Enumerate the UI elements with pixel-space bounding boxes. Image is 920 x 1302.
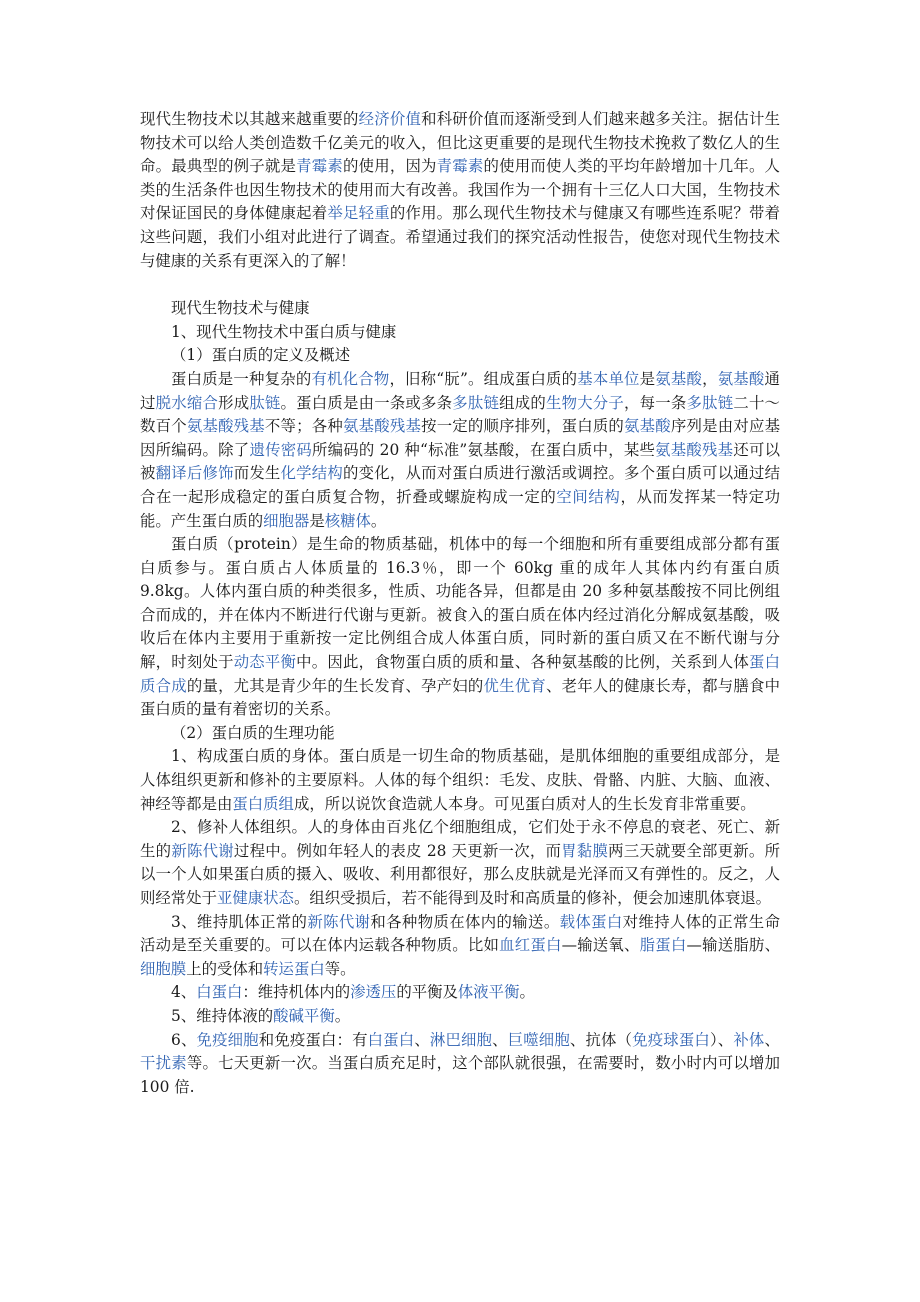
term-link[interactable]: 氨基酸残基 xyxy=(343,417,422,436)
text-run: 1、构成蛋白质的身体。蛋白质是一切生命的物质基础，是肌体细胞的重要组成部分，是人体组织更新和修补的主要原料。人体的每个组织：毛发、皮肤、骨骼、内脏、大脑、血液、神经等都是由 xyxy=(140,747,780,813)
term-link[interactable]: 蛋白质合成 xyxy=(140,653,780,695)
term-link[interactable]: 多肽链 xyxy=(686,393,734,412)
text-run: 通过 xyxy=(140,369,780,412)
paragraph-subsection-1 xyxy=(140,344,780,368)
term-link[interactable]: 转运蛋白 xyxy=(263,959,325,978)
text-run: —输送脂肪、 xyxy=(686,936,780,955)
term-link[interactable]: 细胞器 xyxy=(263,511,310,530)
term-link[interactable]: 生物大分子 xyxy=(545,393,625,412)
term-link[interactable]: 氨基酸 xyxy=(624,417,671,436)
text-run: 的作用。那么现代生物技术与健康又有哪些连系呢？带着这些问题，我们小组对此进行了调查。希望通过我们的探究活动性报告，使您对现代生物技术与健康的关系有更深入的了解！ xyxy=(140,204,780,270)
paragraph-func-1 xyxy=(140,745,780,816)
paragraph-def-1 xyxy=(140,368,780,533)
paragraph-func-4 xyxy=(140,981,780,1005)
term-link[interactable]: 氨基酸 xyxy=(717,369,765,388)
term-link[interactable]: 免疫细胞 xyxy=(196,1030,259,1049)
text-run: 5、维持体液的 xyxy=(171,1006,274,1025)
text-run: 和免疫蛋白：有 xyxy=(258,1030,368,1049)
term-link[interactable]: 举足轻重 xyxy=(327,204,390,223)
text-run: —输送氧、 xyxy=(561,936,640,955)
text-run: 的使用而使人类的平均年龄增加十几年。人类的生活条件也因生物技术的使用而大有改善。我国作为一个拥有十三亿人口大国，生物技术对保证国民的身体健康起着 xyxy=(140,157,780,223)
term-link[interactable]: 空间结构 xyxy=(556,487,621,506)
document-body xyxy=(140,108,780,1099)
text-run: 。 xyxy=(519,983,535,1002)
term-link[interactable]: 蛋白质组 xyxy=(232,794,294,813)
text-run: 现代生物技术以其越来越重要的 xyxy=(140,110,359,128)
text-run: 。 xyxy=(334,1006,351,1025)
text-run: 上的受体和 xyxy=(186,959,264,978)
paragraph-func-6 xyxy=(140,1029,780,1100)
text-run: （1）蛋白质的定义及概述 xyxy=(171,346,351,365)
term-link[interactable]: 氨基酸残基 xyxy=(186,417,265,436)
text-run: 组成的 xyxy=(499,393,546,412)
text-run: 中。因此，食物蛋白质的质和量、各种氨基酸的比例，关系到人体 xyxy=(296,653,749,672)
text-run: 和各种物质在体内的输送。 xyxy=(370,912,560,931)
term-link[interactable]: 新陈代谢 xyxy=(171,841,234,860)
term-link[interactable]: 肽链 xyxy=(249,393,281,412)
term-link[interactable]: 氨基酸残基 xyxy=(655,440,734,459)
text-run: 2、修补人体组织。人的身体由百兆亿个细胞组成，它们处于永不停息的衰老、死亡、新生的 xyxy=(140,818,780,860)
paragraph-def-2 xyxy=(140,533,780,722)
text-run: 形成 xyxy=(218,393,250,412)
text-run: ，旧称“朊”。组成蛋白质的 xyxy=(389,369,578,388)
text-run: ，从而发挥某一特定功能。产生蛋白质的 xyxy=(140,487,780,530)
text-run: 4、 xyxy=(171,983,197,1002)
term-link[interactable]: 化学结构 xyxy=(280,464,344,483)
term-link[interactable]: 青霉素 xyxy=(436,157,484,176)
text-run: 、抗体（ xyxy=(569,1030,633,1049)
term-link[interactable]: 载体蛋白 xyxy=(559,912,623,931)
text-run: 过程中。例如年轻人的表皮 28 天更新一次，而 xyxy=(233,841,562,860)
paragraph-title xyxy=(140,297,780,321)
text-run: 的量，尤其是青少年的生长发育、孕产妇的 xyxy=(186,676,484,695)
term-link[interactable]: 细胞膜 xyxy=(140,959,187,978)
term-link[interactable]: 白蛋白 xyxy=(367,1030,415,1049)
text-run: 、 xyxy=(414,1030,430,1049)
paragraph-intro xyxy=(140,108,780,273)
text-run: 二十～数百个 xyxy=(140,393,780,436)
text-run: ， xyxy=(702,369,718,388)
text-run: 。 xyxy=(370,511,387,530)
text-run: ：维持机体内的 xyxy=(242,983,351,1002)
text-run: 的平衡及 xyxy=(396,983,458,1002)
term-link[interactable]: 脱水缩合 xyxy=(155,393,219,412)
text-run: ，每一条 xyxy=(624,393,687,412)
term-link[interactable]: 血红蛋白 xyxy=(499,936,562,955)
text-run: 。蛋白质是由一条或多条 xyxy=(280,393,453,412)
term-link[interactable]: 干扰素 xyxy=(140,1054,187,1073)
text-run: 序列是由对应基因所编码。除了 xyxy=(140,417,780,459)
term-link[interactable]: 巨噬细胞 xyxy=(507,1030,570,1049)
term-link[interactable]: 胃黏膜 xyxy=(561,841,609,860)
text-run: 还可以被 xyxy=(140,440,780,483)
text-run: 蛋白质是一种复杂的 xyxy=(171,369,312,388)
text-run: 、 xyxy=(764,1030,780,1049)
text-run: 蛋白质（protein）是生命的物质基础，机体中的每一个细胞和所有重要组成部分都有蛋白质参与。蛋白质占人体质量的 16.3％，即一个 60kg 重的成年人其体内约有蛋白质 9.8kg。人体内蛋白质的种类很多，性质、功能各异，但都是由 20 多种氨基酸按不同比例组合而成的，并在体内不断进行代谢与更新。被食入的蛋白质在体内经过消化分解成氨基酸，吸收后在体内主要用于重新按一定比例组合成人体蛋白质，同时新的蛋白质又在不断代谢与分解，时刻处于 xyxy=(140,535,780,672)
term-link[interactable]: 基本单位 xyxy=(577,369,640,388)
term-link[interactable]: 青霉素 xyxy=(296,157,343,176)
paragraph-section-1 xyxy=(140,321,780,345)
paragraph-subsection-2 xyxy=(140,722,780,746)
term-link[interactable]: 渗透压 xyxy=(350,983,397,1002)
text-run: 等。七天更新一次。当蛋白质充足时，这个部队就很强，在需要时，数小时内可以增加 100 倍. xyxy=(140,1054,780,1096)
text-run: （2）蛋白质的生理功能 xyxy=(171,723,335,742)
text-run: 不等；各种 xyxy=(264,417,343,436)
text-run: 6、 xyxy=(171,1030,197,1049)
text-run: 。组织受损后，若不能得到及时和高质量的修补，便会加速肌体衰退。 xyxy=(293,889,772,907)
term-link[interactable]: 遗传密码 xyxy=(249,440,312,459)
text-run: 的变化，从而对蛋白质进行激活或调控。多个蛋白质可以通过结合在一起形成稳定的蛋白质复合物，折叠或螺旋构成一定的 xyxy=(140,464,780,506)
text-run: 是 xyxy=(309,511,325,530)
term-link[interactable]: 动态平衡 xyxy=(233,653,297,672)
text-run: 3、维持肌体正常的 xyxy=(171,912,308,931)
paragraph-func-2 xyxy=(140,816,780,910)
text-run: 按一定的顺序排列，蛋白质的 xyxy=(421,417,625,436)
text-run: ）、 xyxy=(709,1030,734,1049)
term-link[interactable]: 亚健康状态 xyxy=(216,889,294,907)
term-link[interactable]: 免疫球蛋白 xyxy=(632,1030,710,1049)
paragraph-func-3 xyxy=(140,911,780,982)
text-run: 的使用，因为 xyxy=(342,157,437,176)
text-run: 对维持人体的正常生命活动是至关重要的。可以在体内运载各种物质。比如 xyxy=(140,912,780,955)
term-link[interactable]: 翻译后修饰 xyxy=(155,464,234,483)
term-link[interactable]: 优生优育 xyxy=(483,676,546,695)
term-link[interactable]: 核糖体 xyxy=(324,511,371,530)
text-run: 成，所以说饮食造就人本身。可见蛋白质对人的生长发育非常重要。 xyxy=(293,794,756,813)
term-link[interactable]: 补体 xyxy=(733,1030,765,1049)
text-run: 而发生 xyxy=(233,464,281,483)
term-link[interactable]: 新陈代谢 xyxy=(307,912,371,931)
text-run: 和科研价值而逐渐受到人们越来越多关注。据估计生物技术可以给人类创造数千亿美元的收入，但比这更重要的是现代生物技术挽救了数亿人的生命。最典型的例子就是 xyxy=(140,110,780,176)
term-link[interactable]: 白蛋白 xyxy=(196,983,243,1002)
text-run: 等。 xyxy=(324,959,356,978)
paragraph-func-5 xyxy=(140,1005,780,1029)
text-run: 两三天就要全部更新。所以一个人如果蛋白质的摄入、吸收、利用都很好，那么皮肤就是光泽而又有弹性的。反之，人则经常处于 xyxy=(140,841,780,907)
text-run: 是 xyxy=(639,369,656,388)
text-run: 1、现代生物技术中蛋白质与健康 xyxy=(171,322,397,341)
term-link[interactable]: 脂蛋白 xyxy=(639,936,687,955)
text-run: 所编码的 20 种“标准”氨基酸，在蛋白质中，某些 xyxy=(312,440,656,459)
term-link[interactable]: 体液平衡 xyxy=(457,983,520,1002)
term-link[interactable]: 有机化合物 xyxy=(311,369,390,388)
text-run: 现代生物技术与健康 xyxy=(171,299,310,318)
term-link[interactable]: 淋巴细胞 xyxy=(429,1030,493,1049)
term-link[interactable]: 多肽链 xyxy=(452,393,500,412)
text-run: 、 xyxy=(492,1030,508,1049)
term-link[interactable]: 氨基酸 xyxy=(655,369,703,388)
text-run: 、老年人的健康长寿，都与膳食中蛋白质的量有着密切的关系。 xyxy=(140,676,780,719)
term-link[interactable]: 经济价值 xyxy=(358,110,422,128)
term-link[interactable]: 酸碱平衡 xyxy=(273,1006,335,1025)
